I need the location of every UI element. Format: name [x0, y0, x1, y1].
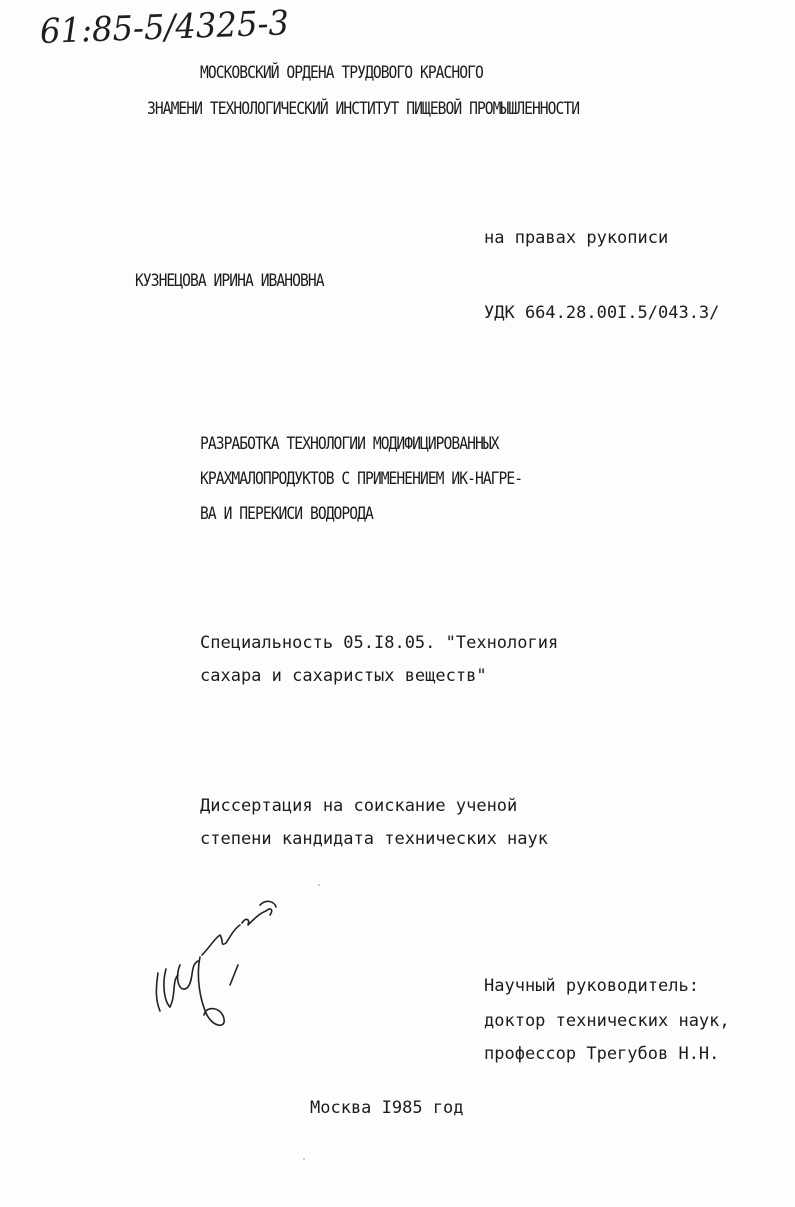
supervisor-line-2: доктор технических наук,	[484, 1011, 730, 1031]
signature-stroke	[202, 925, 240, 955]
signature-image	[150, 895, 285, 1035]
author-name: КУЗНЕЦОВА ИРИНА ИВАНОВНА	[135, 271, 324, 291]
signature-stroke	[164, 969, 178, 1007]
signature-stroke	[156, 973, 160, 1011]
paper-speck	[318, 884, 320, 886]
dissertation-line-2: степени кандидата технических наук	[200, 829, 548, 849]
supervisor-line-3: профессор Трегубов Н.Н.	[484, 1044, 720, 1064]
dissertation-line-1: Диссертация на соискание ученой	[200, 796, 518, 816]
signature-stroke	[260, 901, 276, 907]
signature-stroke	[230, 965, 238, 985]
manuscript-note: на правах рукописи	[484, 228, 669, 248]
signature-stroke	[198, 957, 224, 1025]
title-line-3: ВА И ПЕРЕКИСИ ВОДОРОДА	[200, 504, 373, 524]
signature-stroke	[242, 909, 272, 925]
title-line-1: РАЗРАБОТКА ТЕХНОЛОГИИ МОДИФИЦИРОВАННЫХ	[200, 434, 499, 454]
specialty-line-1: Специальность 05.I8.05. "Технология	[200, 633, 559, 653]
title-line-2: КРАХМАЛОПРОДУКТОВ С ПРИМЕНЕНИЕМ ИК-НАГРЕ-	[200, 469, 523, 489]
place-and-year: Москва I985 год	[310, 1098, 464, 1118]
supervisor-line-1: Научный руководитель:	[484, 976, 699, 996]
institute-line-2: ЗНАМЕНИ ТЕХНОЛОГИЧЕСКИЙ ИНСТИТУТ ПИЩЕВОЙ ПРОМЫШЛЕННОСТИ	[147, 99, 580, 119]
specialty-line-2: сахара и сахаристых веществ"	[200, 666, 487, 686]
paper-speck	[303, 1158, 305, 1160]
archive-code-handwritten: 61:85-5/4325-3	[39, 3, 290, 52]
signature-stroke	[178, 961, 198, 989]
udc-code: УДК 664.28.00I.5/043.3/	[484, 303, 720, 323]
institute-line-1: МОСКОВСКИЙ ОРДЕНА ТРУДОВОГО КРАСНОГО	[200, 63, 483, 83]
